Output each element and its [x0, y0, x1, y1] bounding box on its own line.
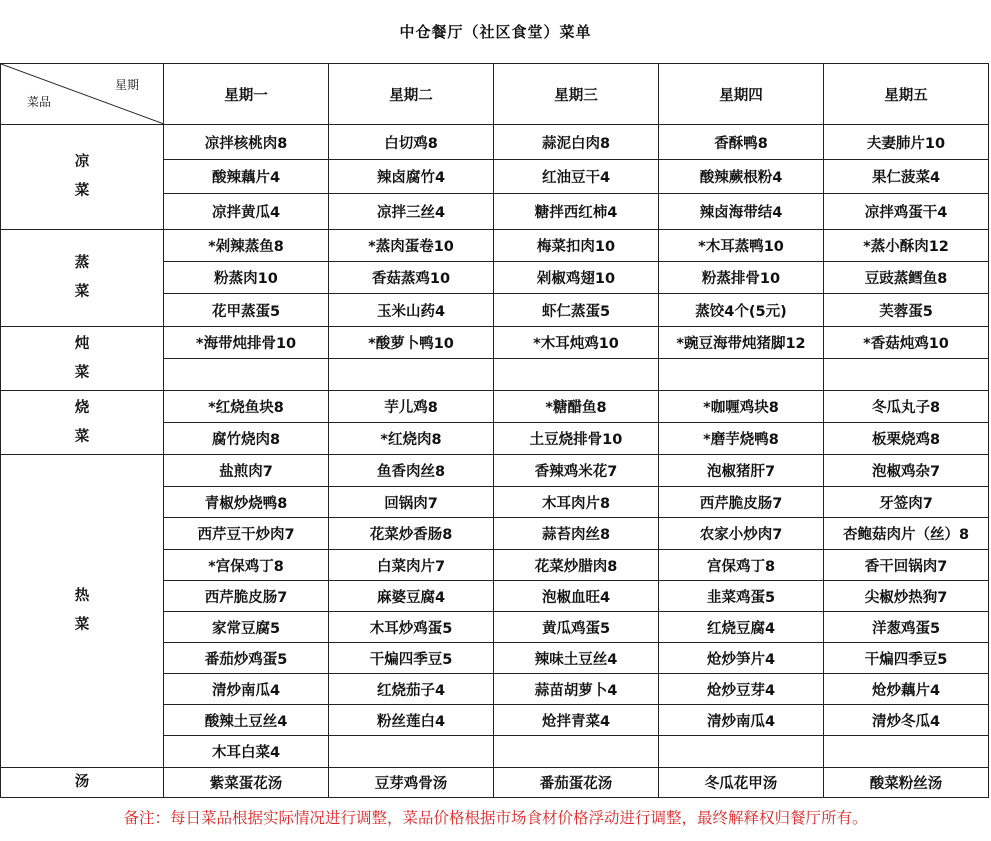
dish-cell: 果仁菠菜4	[824, 160, 989, 194]
dish-cell: 凉拌三丝4	[329, 194, 494, 230]
dish-cell	[329, 359, 494, 391]
dish-cell: 香酥鸭8	[659, 125, 824, 160]
category-label: 炖	[74, 335, 90, 352]
dish-cell: 炝拌青菜4	[494, 705, 659, 736]
day-header: 星期五	[824, 64, 989, 125]
dish-cell: 干煸四季豆5	[329, 643, 494, 674]
menu-table	[0, 63, 989, 798]
dish-cell: 木耳白菜4	[164, 736, 329, 768]
page-title: 中仓餐厅（社区食堂）菜单	[399, 23, 592, 41]
dish-cell: *剁辣蒸鱼8	[164, 230, 329, 262]
dish-cell: 凉拌核桃肉8	[164, 125, 329, 160]
dish-cell	[329, 736, 494, 768]
dish-cell: 泡椒鸡杂7	[824, 455, 989, 487]
category-label: 凉	[74, 154, 90, 170]
corner-cell	[1, 64, 164, 125]
dish-cell: *海带炖排骨10	[164, 327, 329, 359]
dish-cell	[494, 359, 659, 391]
corner-label-dish: 菜品	[27, 95, 52, 109]
category-label: 菜	[74, 428, 90, 445]
dish-cell: 糖拌西红柿4	[494, 194, 659, 230]
dish-cell: 杏鲍菇肉片（丝）8	[824, 518, 989, 550]
dish-cell: 腐竹烧肉8	[164, 423, 329, 455]
dish-cell: 韭菜鸡蛋5	[659, 581, 824, 612]
dish-cell: 黄瓜鸡蛋5	[494, 612, 659, 643]
day-header: 星期四	[659, 64, 824, 125]
dish-cell: 冬瓜花甲汤	[659, 768, 824, 798]
dish-cell: *咖喱鸡块8	[659, 391, 824, 423]
dish-cell: 凉拌鸡蛋干4	[824, 194, 989, 230]
dish-cell: 青椒炒烧鸭8	[164, 487, 329, 518]
dish-cell: 番茄蛋花汤	[494, 768, 659, 798]
category-cell	[1, 391, 164, 455]
dish-cell: 农家小炒肉7	[659, 518, 824, 550]
menu-row	[1, 125, 989, 160]
diagonal-divider	[1, 64, 164, 124]
dish-cell: 宫保鸡丁8	[659, 550, 824, 581]
dish-cell: 板栗烧鸡8	[824, 423, 989, 455]
dish-cell: *酸萝卜鸭10	[329, 327, 494, 359]
dish-cell: 红油豆干4	[494, 160, 659, 194]
dish-cell: 虾仁蒸蛋5	[494, 294, 659, 327]
dish-cell: 泡椒血旺4	[494, 581, 659, 612]
dish-cell: 番茄炒鸡蛋5	[164, 643, 329, 674]
dish-cell: 花菜炒腊肉8	[494, 550, 659, 581]
dish-cell: 白切鸡8	[329, 125, 494, 160]
dish-cell: 香辣鸡米花7	[494, 455, 659, 487]
dish-cell: *木耳炖鸡10	[494, 327, 659, 359]
category-label: 热	[74, 588, 90, 604]
header-row	[1, 64, 989, 125]
dish-cell: 红烧茄子4	[329, 674, 494, 705]
dish-cell: 蒜苗胡萝卜4	[494, 674, 659, 705]
dish-cell: 土豆烧排骨10	[494, 423, 659, 455]
dish-cell: 香干回锅肉7	[824, 550, 989, 581]
dish-cell: 酸辣土豆丝4	[164, 705, 329, 736]
day-header: 星期二	[329, 64, 494, 125]
dish-cell: 西芹脆皮肠7	[659, 487, 824, 518]
dish-cell: 酸辣蕨根粉4	[659, 160, 824, 194]
dish-cell: 西芹豆干炒肉7	[164, 518, 329, 550]
menu-body	[1, 125, 989, 798]
day-header: 星期三	[494, 64, 659, 125]
dish-cell: 夫妻肺片10	[824, 125, 989, 160]
dish-cell: 凉拌黄瓜4	[164, 194, 329, 230]
category-label: 菜	[74, 284, 90, 300]
dish-cell: 豆豉蒸鳕鱼8	[824, 262, 989, 294]
dish-cell: *蒸肉蛋卷10	[329, 230, 494, 262]
dish-cell: 剁椒鸡翅10	[494, 262, 659, 294]
dish-cell: 芙蓉蛋5	[824, 294, 989, 327]
dish-cell: 干煸四季豆5	[824, 643, 989, 674]
dish-cell: 蒜泥白肉8	[494, 125, 659, 160]
dish-cell: 炝炒笋片4	[659, 643, 824, 674]
menu-row	[1, 391, 989, 423]
footer-note: 备注：每日菜品根据实际情况进行调整，菜品价格根据市场食材价格浮动进行调整，最终解释权归餐厅所有。	[123, 809, 868, 827]
dish-cell: 辣卤腐竹4	[329, 160, 494, 194]
category-label: 菜	[74, 617, 90, 633]
dish-cell: 辣味土豆丝4	[494, 643, 659, 674]
dish-cell: 盐煎肉7	[164, 455, 329, 487]
dish-cell: 花菜炒香肠8	[329, 518, 494, 550]
category-label: 菜	[74, 183, 90, 199]
dish-cell: 冬瓜丸子8	[824, 391, 989, 423]
category-cell	[1, 230, 164, 327]
dish-cell: *红烧肉8	[329, 423, 494, 455]
category-cell	[1, 327, 164, 391]
menu-row	[1, 327, 989, 359]
dish-cell: *糖醋鱼8	[494, 391, 659, 423]
category-label: 烧	[74, 399, 90, 416]
dish-cell: *香菇炖鸡10	[824, 327, 989, 359]
dish-cell: *木耳蒸鸭10	[659, 230, 824, 262]
dish-cell: *红烧鱼块8	[164, 391, 329, 423]
dish-cell: *蒸小酥肉12	[824, 230, 989, 262]
dish-cell: 红烧豆腐4	[659, 612, 824, 643]
dish-cell: 鱼香肉丝8	[329, 455, 494, 487]
dish-cell	[494, 736, 659, 768]
dish-cell: 清炒南瓜4	[164, 674, 329, 705]
dish-cell: 芋儿鸡8	[329, 391, 494, 423]
dish-cell: *宫保鸡丁8	[164, 550, 329, 581]
category-label: 蒸	[74, 255, 90, 271]
corner-label-day: 星期	[114, 78, 139, 92]
category-label: 汤	[74, 774, 90, 790]
category-cell	[1, 125, 164, 230]
dish-cell: 木耳炒鸡蛋5	[329, 612, 494, 643]
dish-cell	[659, 736, 824, 768]
menu-row	[1, 230, 989, 262]
dish-cell: 粉蒸肉10	[164, 262, 329, 294]
category-cell	[1, 455, 164, 768]
dish-cell: 西芹脆皮肠7	[164, 581, 329, 612]
dish-cell: 麻婆豆腐4	[329, 581, 494, 612]
dish-cell: 白菜肉片7	[329, 550, 494, 581]
dish-cell: 尖椒炒热狗7	[824, 581, 989, 612]
dish-cell: 紫菜蛋花汤	[164, 768, 329, 798]
dish-cell: 粉蒸排骨10	[659, 262, 824, 294]
dish-cell: 豆芽鸡骨汤	[329, 768, 494, 798]
dish-cell: *豌豆海带炖猪脚12	[659, 327, 824, 359]
dish-cell: 泡椒猪肝7	[659, 455, 824, 487]
dish-cell: 洋葱鸡蛋5	[824, 612, 989, 643]
dish-cell: 木耳肉片8	[494, 487, 659, 518]
dish-cell: 清炒南瓜4	[659, 705, 824, 736]
dish-cell	[659, 359, 824, 391]
dish-cell	[164, 359, 329, 391]
dish-cell: 酸菜粉丝汤	[824, 768, 989, 798]
menu-row	[1, 768, 989, 798]
dish-cell: 回锅肉7	[329, 487, 494, 518]
dish-cell: 蒸饺4个(5元)	[659, 294, 824, 327]
dish-cell	[824, 736, 989, 768]
category-label: 菜	[74, 364, 90, 381]
dish-cell: 玉米山药4	[329, 294, 494, 327]
dish-cell: 家常豆腐5	[164, 612, 329, 643]
dish-cell: 蒜苔肉丝8	[494, 518, 659, 550]
dish-cell	[824, 359, 989, 391]
dish-cell: 酸辣藕片4	[164, 160, 329, 194]
menu-row	[1, 455, 989, 487]
dish-cell: 清炒冬瓜4	[824, 705, 989, 736]
dish-cell: 牙签肉7	[824, 487, 989, 518]
dish-cell: 粉丝莲白4	[329, 705, 494, 736]
dish-cell: 梅菜扣肉10	[494, 230, 659, 262]
dish-cell: 辣卤海带结4	[659, 194, 824, 230]
dish-cell: 炝炒藕片4	[824, 674, 989, 705]
dish-cell: 炝炒豆芽4	[659, 674, 824, 705]
dish-cell: *磨芋烧鸭8	[659, 423, 824, 455]
category-cell	[1, 768, 164, 798]
dish-cell: 香菇蒸鸡10	[329, 262, 494, 294]
dish-cell: 花甲蒸蛋5	[164, 294, 329, 327]
day-header: 星期一	[164, 64, 329, 125]
